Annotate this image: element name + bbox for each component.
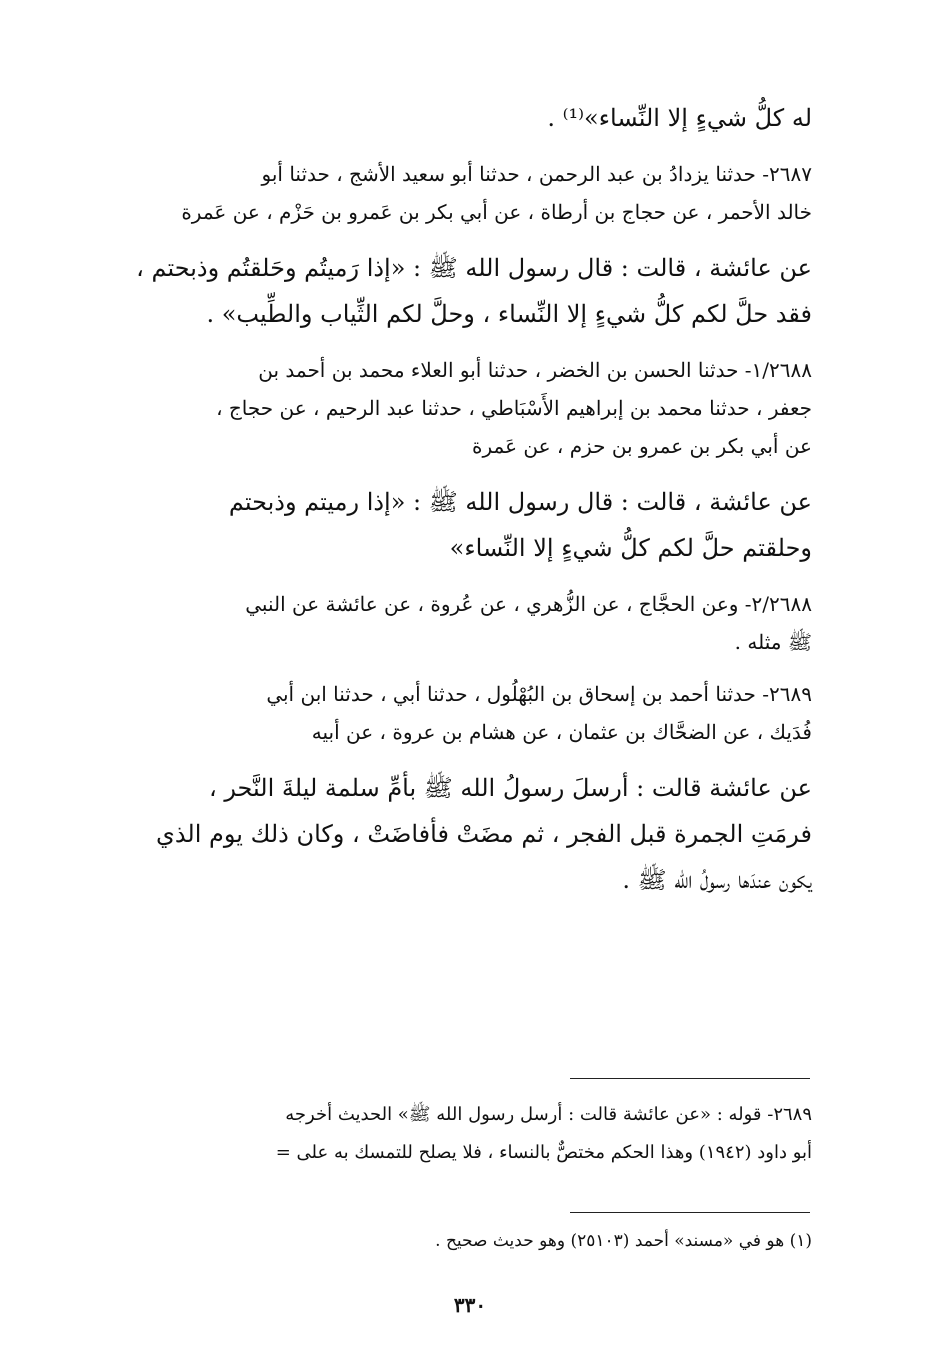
- hadith-2688-1-matn: [100, 479, 812, 571]
- page-number: ٣٣٠: [453, 1293, 487, 1317]
- hadith-2689-isnad: [100, 675, 812, 751]
- text-line: يكون عندَها رسولُ الله ﷺ .: [622, 866, 812, 894]
- commentary-separator: [570, 1078, 810, 1079]
- commentary: [100, 1096, 812, 1172]
- footnotes: [100, 1226, 812, 1256]
- text-line: ٢٦٨٧- حدثنا يزدادُ بن عبد الرحمن ، حدثنا أبو سعيد الأشج ، حدثنا أبو: [261, 162, 812, 186]
- hadith-2688-2: [100, 585, 812, 661]
- text-line: فقد حلَّ لكم كلُّ شيءٍ إلا النِّساء ، وحلَّ لكم الثِّياب والطِّيب» .: [206, 300, 812, 328]
- main-text: [100, 95, 812, 917]
- footnote-1: (١) هو في «مسند» أحمد (٢٥١٠٣) وهو حديث صحيح .: [435, 1231, 812, 1251]
- text-line: عن عائشة قالت : أرسلَ رسولُ الله ﷺ بأمِّ سلمة ليلةَ النَّحر ،: [208, 774, 812, 802]
- text-line: ١/٢٦٨٨- حدثنا الحسن بن الخضر ، حدثنا أبو العلاء محمد بن أحمد بن: [258, 358, 812, 382]
- text-line: له كلُّ شيءٍ إلا النِّساء»⁽¹⁾ .: [547, 104, 812, 132]
- text-line: عن أبي بكر بن عمرو بن حزم ، عن عَمرة: [472, 434, 812, 458]
- text-line: وحلقتم حلَّ لكم كلُّ شيءٍ إلا النِّساء»: [449, 534, 812, 562]
- text-line: خالد الأحمر ، عن حجاج بن أرطاة ، عن أبي بكر بن عَمرو بن حَزْم ، عن عَمرة: [181, 200, 812, 224]
- paragraph-continuation: [100, 95, 812, 141]
- text-line: فُدَيك ، عن الضحَّاك بن عثمان ، عن هشام بن عروة ، عن أبيه: [311, 720, 812, 744]
- text-line: ٢٦٨٩- حدثنا أحمد بن إسحاق بن البُهْلُول ، حدثنا أبي ، حدثنا ابن أبي: [266, 682, 812, 706]
- text-line: ﷺ مثله .: [734, 630, 812, 654]
- text-line: فرمَتِ الجمرة قبل الفجر ، ثم مضَتْ فأفاضَتْ ، وكان ذلك يوم الذي: [156, 820, 812, 848]
- hadith-2687-matn: [100, 245, 812, 337]
- hadith-2688-1-isnad: [100, 351, 812, 465]
- text-line: عن عائشة ، قالت : قال رسول الله ﷺ : «إذا رميتم وذبحتم: [228, 488, 812, 516]
- text-line: ٢/٢٦٨٨- وعن الحجَّاج ، عن الزُّهري ، عن عُروة ، عن عائشة عن النبي: [245, 592, 812, 616]
- text-line: عن عائشة ، قالت : قال رسول الله ﷺ : «إذا رَميتُم وحَلقتُم وذبحتم ،: [136, 254, 812, 282]
- footnote-separator: [570, 1212, 810, 1213]
- commentary-line: ٢٦٨٩- قوله : «عن عائشة قالت : أرسل رسول الله ﷺ» الحديث أخرجه: [285, 1104, 812, 1125]
- commentary-line: أبو داود (١٩٤٢) وهذا الحكم مختصٌّ بالنساء ، فلا يصلح للتمسك به على =: [275, 1142, 812, 1163]
- text-line: جعفر ، حدثنا محمد بن إبراهيم الأَسْبَاطي ، حدثنا عبد الرحيم ، عن حجاج ،: [216, 396, 812, 420]
- hadith-2689-matn: [100, 765, 812, 903]
- hadith-2687-isnad: [100, 155, 812, 231]
